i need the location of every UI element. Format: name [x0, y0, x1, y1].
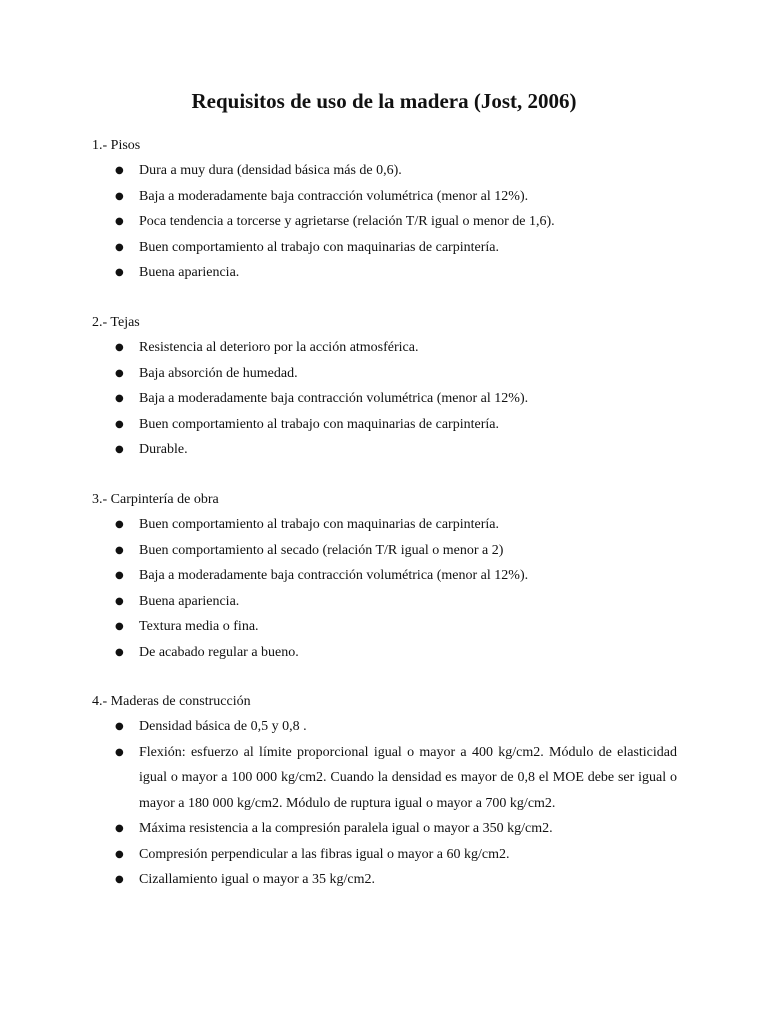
bullet-icon: ● — [115, 342, 124, 353]
list-item: ● Baja a moderadamente baja contracción volumétrica (menor al 12%). — [92, 386, 677, 412]
bullet-icon: ● — [115, 746, 124, 758]
document-title: Requisitos de uso de la madera (Jost, 2006) — [191, 89, 577, 113]
bullet-list — [92, 714, 677, 893]
section-heading: 4.- Maderas de construcción — [92, 694, 251, 709]
list-item: ● Buen comportamiento al trabajo con maquinarias de carpintería. — [92, 412, 677, 438]
list-item: ● Máxima resistencia a la compresión paralela igual o mayor a 350 kg/cm2. — [92, 816, 677, 842]
section-tejas — [92, 310, 677, 463]
list-item: ● Resistencia al deterioro por la acción atmosférica. — [92, 335, 677, 361]
list-item: ● Textura media o fina. — [92, 614, 677, 640]
list-item: ● Poca tendencia a torcerse y agrietarse (relación T/R igual o menor de 1,6). — [92, 209, 677, 235]
bullet-icon: ● — [115, 190, 124, 202]
bullet-icon: ● — [115, 418, 124, 430]
bullet-icon: ● — [115, 848, 124, 860]
list-item: ● Buen comportamiento al trabajo con maquinarias de carpintería. — [92, 235, 677, 261]
bullet-list — [92, 512, 677, 665]
bullet-icon: ● — [115, 367, 124, 379]
list-item: ● Buen comportamiento al secado (relación T/R igual o menor a 2) — [92, 538, 677, 564]
list-item: ● Baja absorción de humedad. — [92, 361, 677, 387]
list-item: ● Durable. — [92, 437, 677, 463]
list-item: ● Flexión: esfuerzo al límite proporcional igual o mayor a 400 kg/cm2. Módulo de elasticidad igual o mayor a 100 000 kg/cm2. Cuando la densidad es mayor de 0,8 el MOE debe ser igual o mayor a 180 000 kg/cm2. Módulo de ruptura igual o mayor a 700 kg/cm2. — [92, 740, 677, 817]
bullet-icon: ● — [115, 165, 124, 176]
list-item: ● Densidad básica de 0,5 y 0,8 . — [92, 714, 677, 740]
bullet-icon: ● — [115, 393, 124, 404]
section-carpinteria-de-obra — [92, 487, 677, 665]
bullet-icon: ● — [115, 267, 124, 278]
section-maderas-de-construccion — [92, 689, 677, 893]
bullet-icon: ● — [115, 570, 124, 581]
section-heading: 3.- Carpintería de obra — [92, 492, 219, 507]
bullet-icon: ● — [115, 646, 124, 658]
bullet-icon: ● — [115, 595, 124, 607]
section-heading: 2.- Tejas — [92, 315, 140, 330]
section-pisos — [92, 133, 677, 286]
bullet-icon: ● — [115, 874, 124, 885]
bullet-icon: ● — [115, 216, 124, 227]
list-item: ● Cizallamiento igual o mayor a 35 kg/cm2. — [92, 867, 677, 893]
list-item: ● Dura a muy dura (densidad básica más de 0,6). — [92, 158, 677, 184]
list-item: ● Compresión perpendicular a las fibras igual o mayor a 60 kg/cm2. — [92, 842, 677, 868]
bullet-icon: ● — [115, 544, 124, 556]
list-item: ● Buen comportamiento al trabajo con maquinarias de carpintería. — [92, 512, 677, 538]
bullet-icon: ● — [115, 721, 124, 732]
bullet-list — [92, 158, 677, 286]
bullet-list — [92, 335, 677, 463]
bullet-icon: ● — [115, 823, 124, 834]
bullet-icon: ● — [115, 519, 124, 530]
section-heading: 1.- Pisos — [92, 138, 141, 153]
bullet-icon: ● — [115, 621, 124, 632]
list-item: ● Baja a moderadamente baja contracción volumétrica (menor al 12%). — [92, 563, 677, 589]
list-item: ● Baja a moderadamente baja contracción volumétrica (menor al 12%). — [92, 184, 677, 210]
list-item: ● De acabado regular a bueno. — [92, 640, 677, 666]
list-item: ● Buena apariencia. — [92, 260, 677, 286]
bullet-icon: ● — [115, 241, 124, 253]
list-item: ● Buena apariencia. — [92, 589, 677, 615]
bullet-icon: ● — [115, 444, 124, 455]
